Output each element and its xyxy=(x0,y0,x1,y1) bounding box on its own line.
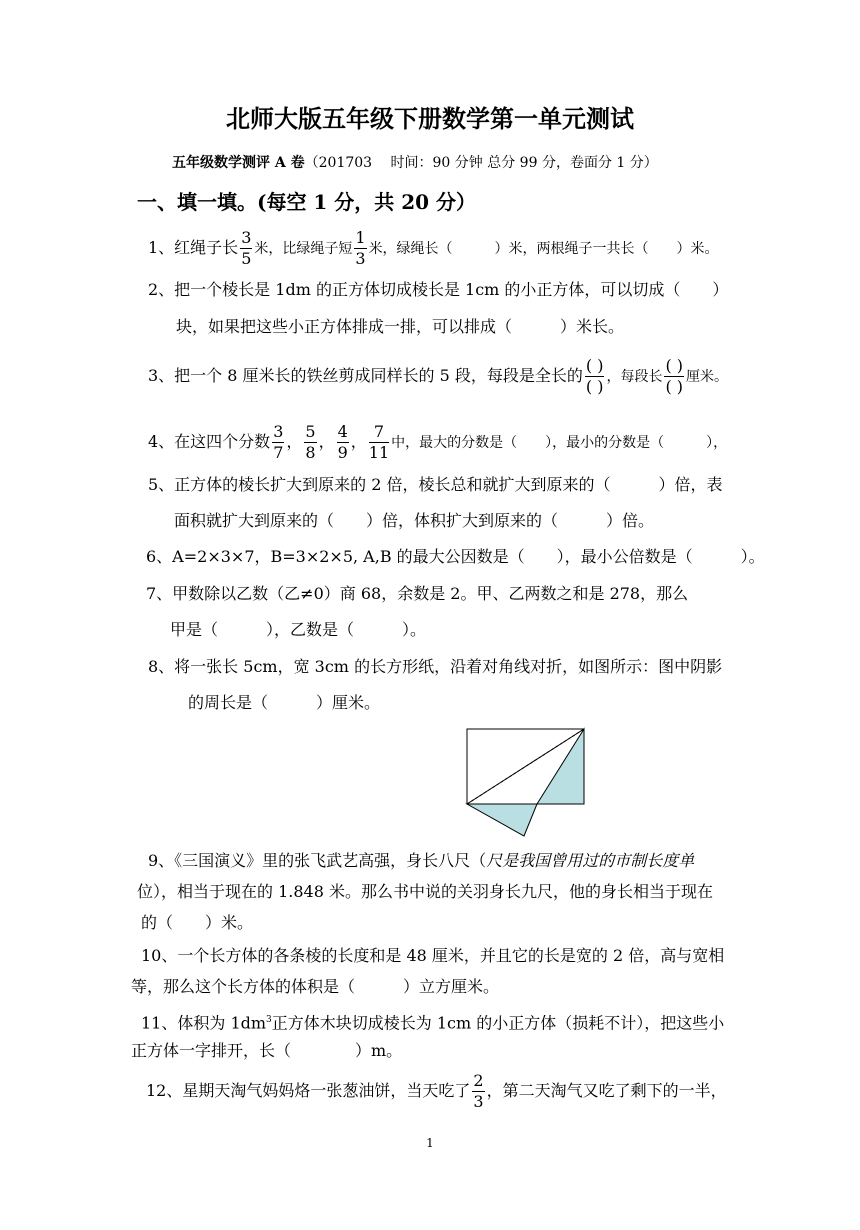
q4-f4-numerator: 7 xyxy=(369,424,389,443)
q3-fraction-blank-2 xyxy=(664,358,684,395)
q4-f1-denominator: 7 xyxy=(273,443,284,462)
q12-fraction xyxy=(472,1073,484,1110)
question-6: 6、A=2×3×7，B=3×2×5, A,B 的最大公因数是（ ），最小公倍数是（ ）。 xyxy=(146,547,765,566)
q1-fraction-2 xyxy=(354,230,366,267)
question-1 xyxy=(148,230,719,267)
q4-fraction-2 xyxy=(304,424,316,461)
question-10-line-1: 10、一个长方体的各条棱的长度和是 48 厘米，并且它的长是宽的 2 倍，高与宽相 xyxy=(141,946,725,965)
q3-blank-1-denominator: ( ) xyxy=(585,377,604,396)
q3-blank-2-denominator: ( ) xyxy=(665,377,684,396)
section-heading: 一、填一填。(每空 1 分，共 20 分） xyxy=(137,190,477,214)
q11-text-a: 11、体积为 1dm xyxy=(141,1013,267,1033)
q1-text-b: 米，比绿绳子短 xyxy=(254,241,353,257)
question-2-line-2: 块，如果把这些小正方体排成一排，可以排成（ ）米长。 xyxy=(176,317,625,336)
question-9-line-2: 位），相当于现在的 1.848 米。那么书中说的关羽身长九尺，他的身长相当于现在 xyxy=(137,882,713,901)
test-info xyxy=(172,152,658,172)
q4-text-b: 中，最大的分数是（ ），最小的分数是（ ）， xyxy=(391,435,728,451)
q4-fraction-4 xyxy=(369,424,389,461)
q4-f3-numerator: 4 xyxy=(337,422,348,441)
q4-fraction-1 xyxy=(272,424,284,461)
test-info-rest: （201703 时间：90 分钟 总分 99 分，卷面分 1 分） xyxy=(304,155,658,171)
q11-text-b: 正方体木块切成棱长为 1cm 的小正方体（损耗不计），把这些小 xyxy=(271,1013,725,1033)
question-3 xyxy=(148,358,728,395)
q1-fraction-1 xyxy=(240,230,252,267)
shaded-triangle-right xyxy=(537,729,584,804)
q1-f1-denominator: 5 xyxy=(241,249,252,268)
q1-f2-denominator: 3 xyxy=(355,249,366,268)
question-5-line-1: 5、正方体的棱长扩大到原来的 2 倍，棱长总和就扩大到原来的（ ）倍，表 xyxy=(148,475,723,494)
question-7-line-1: 7、甲数除以乙数（乙≠0）商 68，余数是 2。甲、乙两数之和是 278，那么 xyxy=(146,584,689,603)
q12-text-b: ，第二天淘气又吃了剩下的一半， xyxy=(486,1081,727,1100)
q12-denominator: 3 xyxy=(473,1092,484,1111)
test-info-bold: 五年级数学测评 A 卷 xyxy=(172,155,305,171)
q1-text-c: 米，绿绳长（ ）米，两根绳子一共长（ ）米。 xyxy=(368,241,719,257)
question-2-line-1: 2、把一个棱长是 1dm 的正方体切成棱长是 1cm 的小正方体，可以切成（ ） xyxy=(148,280,729,299)
q3-fraction-blank-1 xyxy=(585,358,605,395)
q4-f2-numerator: 5 xyxy=(305,422,316,441)
q4-f2-denominator: 8 xyxy=(305,443,316,462)
q1-f2-numerator: 1 xyxy=(355,228,366,247)
question-8-line-1: 8、将一张长 5cm，宽 3cm 的长方形纸，沿着对角线对折，如图所示：图中阴影 xyxy=(148,657,723,676)
q4-sep-3: ， xyxy=(350,432,367,451)
question-11-line-2: 正方体一字排开，长（ ）m。 xyxy=(131,1041,403,1060)
page-number: 1 xyxy=(426,1136,434,1150)
question-10-line-2: 等，那么这个长方体的体积是（ ）立方厘米。 xyxy=(131,977,500,996)
q4-text-a: 4、在这四个分数 xyxy=(148,432,271,451)
question-5-line-2: 面积就扩大到原来的（ ）倍，体积扩大到原来的（ ）倍。 xyxy=(174,511,655,530)
question-11-line-1 xyxy=(141,1009,724,1034)
q3-text-c: 厘米。 xyxy=(686,369,729,385)
page-title: 北师大版五年级下册数学第一单元测试 xyxy=(226,104,634,133)
question-12 xyxy=(146,1073,727,1110)
q1-text-a: 1、红绳子长 xyxy=(148,238,239,257)
question-9-line-1 xyxy=(148,850,694,872)
q9-note: 尺是我国曾用过的市制长度单 xyxy=(486,851,695,870)
q12-text-a: 12、星期天淘气妈妈烙一张葱油饼，当天吃了 xyxy=(146,1081,471,1100)
q3-text-a: 3、把一个 8 厘米长的铁丝剪成同样长的 5 段，每段是全长的 xyxy=(148,366,583,385)
question-4 xyxy=(148,424,727,461)
question-7-line-2: 甲是（ ），乙数是（ ）。 xyxy=(170,620,427,639)
shaded-triangle-bottom xyxy=(467,804,537,836)
q4-sep-1: ， xyxy=(286,432,303,451)
question-9-line-3: 的（ ）米。 xyxy=(141,913,254,932)
q12-numerator: 2 xyxy=(473,1071,484,1090)
q4-f3-denominator: 9 xyxy=(337,443,348,462)
q4-sep-2: ， xyxy=(318,432,335,451)
q3-blank-2-numerator: ( ) xyxy=(665,356,684,375)
q4-f1-numerator: 3 xyxy=(273,422,284,441)
folded-rectangle-figure xyxy=(462,726,588,838)
q11-superscript: 3 xyxy=(266,1015,272,1025)
question-8-line-2: 的周长是（ ）厘米。 xyxy=(188,693,381,712)
q1-f1-numerator: 3 xyxy=(241,228,252,247)
q3-text-b: ，每段长 xyxy=(606,369,663,385)
q4-f4-denominator: 11 xyxy=(368,443,390,462)
q9-text-a: 9、《三国演义》里的张飞武艺高强，身长八尺（ xyxy=(148,851,487,870)
q3-blank-1-numerator: ( ) xyxy=(585,356,604,375)
q4-fraction-3 xyxy=(337,424,349,461)
